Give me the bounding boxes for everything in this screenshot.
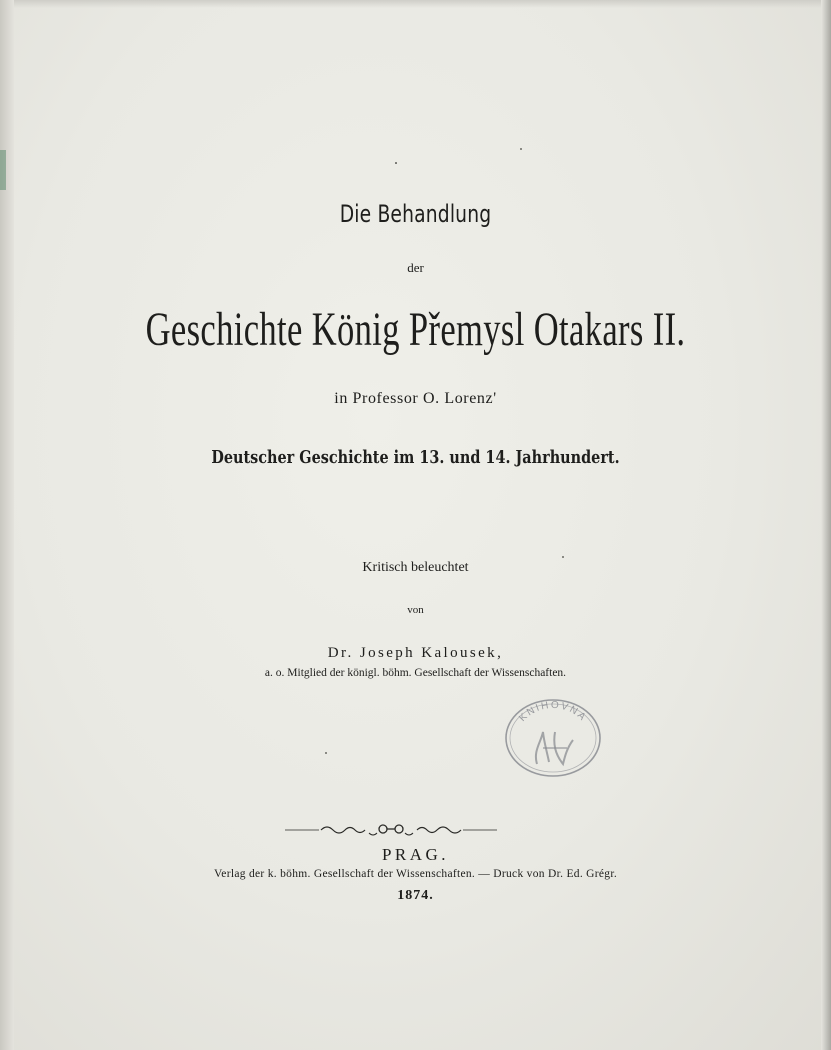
binding-mark [0,150,6,190]
author-name: Dr. Joseph Kalousek, [327,645,504,661]
paper-speck [395,162,397,164]
paper-edge-top [0,0,831,8]
publisher-line: Verlag der k. böhm. Gesellschaft der Wissenschaften. — Druck von Dr. Ed. Grégr. [213,868,618,880]
paper-speck [325,752,327,754]
connector-von: von [407,604,424,616]
paper-speck [520,148,522,150]
library-stamp [503,696,603,778]
publication-place: PRAG. [381,845,450,864]
subtitle: Deutscher Geschichte im 13. und 14. Jahrhundert. [211,447,620,468]
ornament-divider [285,820,497,840]
kritisch-line: Kritisch beleuchtet [362,560,469,575]
publication-year: 1874. [397,888,434,903]
main-title: Geschichte König Přemysl Otakars II. [145,303,686,356]
author-affiliation: a. o. Mitglied der königl. böhm. Gesellschaft der Wissenschaften. [264,667,567,679]
heading-die-behandlung: Die Behandlung [339,200,492,228]
stamp-text: KNIHOVNA [517,699,589,725]
connector-der: der [407,260,424,275]
paper-speck [562,556,564,558]
professor-line: in Professor O. Lorenz' [334,390,497,407]
svg-text:KNIHOVNA [517,700,588,724]
